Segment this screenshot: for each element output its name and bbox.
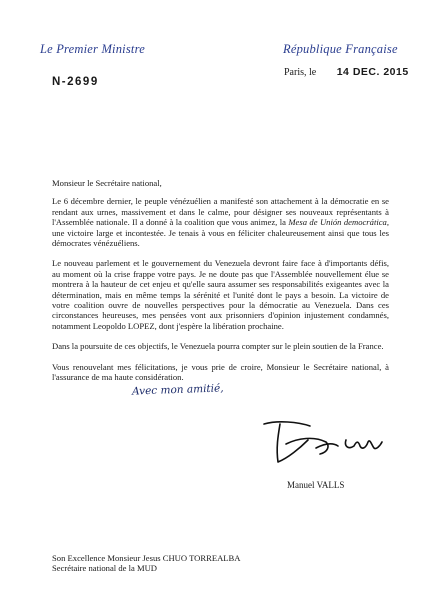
place-label: Paris, le: [284, 67, 317, 78]
paragraph-3: Dans la poursuite de ces objectifs, le Venezuela pourra compter sur le plein soutien de la France.: [52, 341, 384, 352]
paragraph-1-text-a: Le 6 décembre dernier, le peuple vénézuélien a manifesté son attachement à la démocratie en se rendant aux urnes, massivement et dans le calme, pour désigner ses nouveaux représentants à l'Assemblée nationale. Il a donné à la coalition que vous animez, la: [52, 196, 389, 228]
recipient-title: Secrétaire national de la MUD: [52, 563, 157, 574]
letterhead-republic: République Française: [283, 42, 398, 56]
paragraph-1-text-b: , une victoire large et incontestée. Je tenais à vous en féliciter chaleureusement ainsi que tous les démocrates vénézuéliens.: [52, 217, 389, 249]
salutation: Monsieur le Secrétaire national,: [52, 178, 162, 188]
recipient-block: [52, 553, 241, 574]
paragraph-4: Vous renouvelant mes félicitations, je vous prie de croire, Monsieur le Secrétaire national, à l'assurance de ma haute considération.: [52, 361, 389, 383]
letterhead-title: Le Premier Ministre: [40, 42, 145, 56]
signature-image: [258, 418, 388, 468]
date-stamp: 14 DEC. 2015: [336, 66, 409, 78]
handwritten-closing: Avec mon amitié,: [131, 382, 224, 398]
paragraph-1: [52, 196, 389, 248]
signatory-name: Manuel VALLS: [287, 480, 345, 490]
reference-number: N-2699: [52, 76, 99, 88]
recipient-name: Son Excellence Monsieur Jesus CHUO TORREALBA: [52, 553, 241, 563]
coalition-name: Mesa de Unión democrática: [288, 217, 387, 228]
letter-body: [52, 178, 389, 393]
place-date-line: [284, 66, 409, 78]
paragraph-2: Le nouveau parlement et le gouvernement du Venezuela devront faire face à d'importants défis, au moment où la crise frappe votre pays. Je ne doute pas que l'Assemblée nouvellement élue se montrera à la hauteur de cet enjeu et qu'elle saura assumer ses responsabilités exigeantes avec la détermination, mais en même temps la sérénité et l'unité dont le pays a besoin. La victoire de votre coalition ouvre de nouvelles perspectives pour la démocratie au Venezuela. Dans ces circonstances heureuses, mes pensées vont aux prisonniers d'opinion injustement condamnés, notamment Leopoldo LOPEZ, dont j'espère la libération prochaine.: [52, 258, 389, 331]
